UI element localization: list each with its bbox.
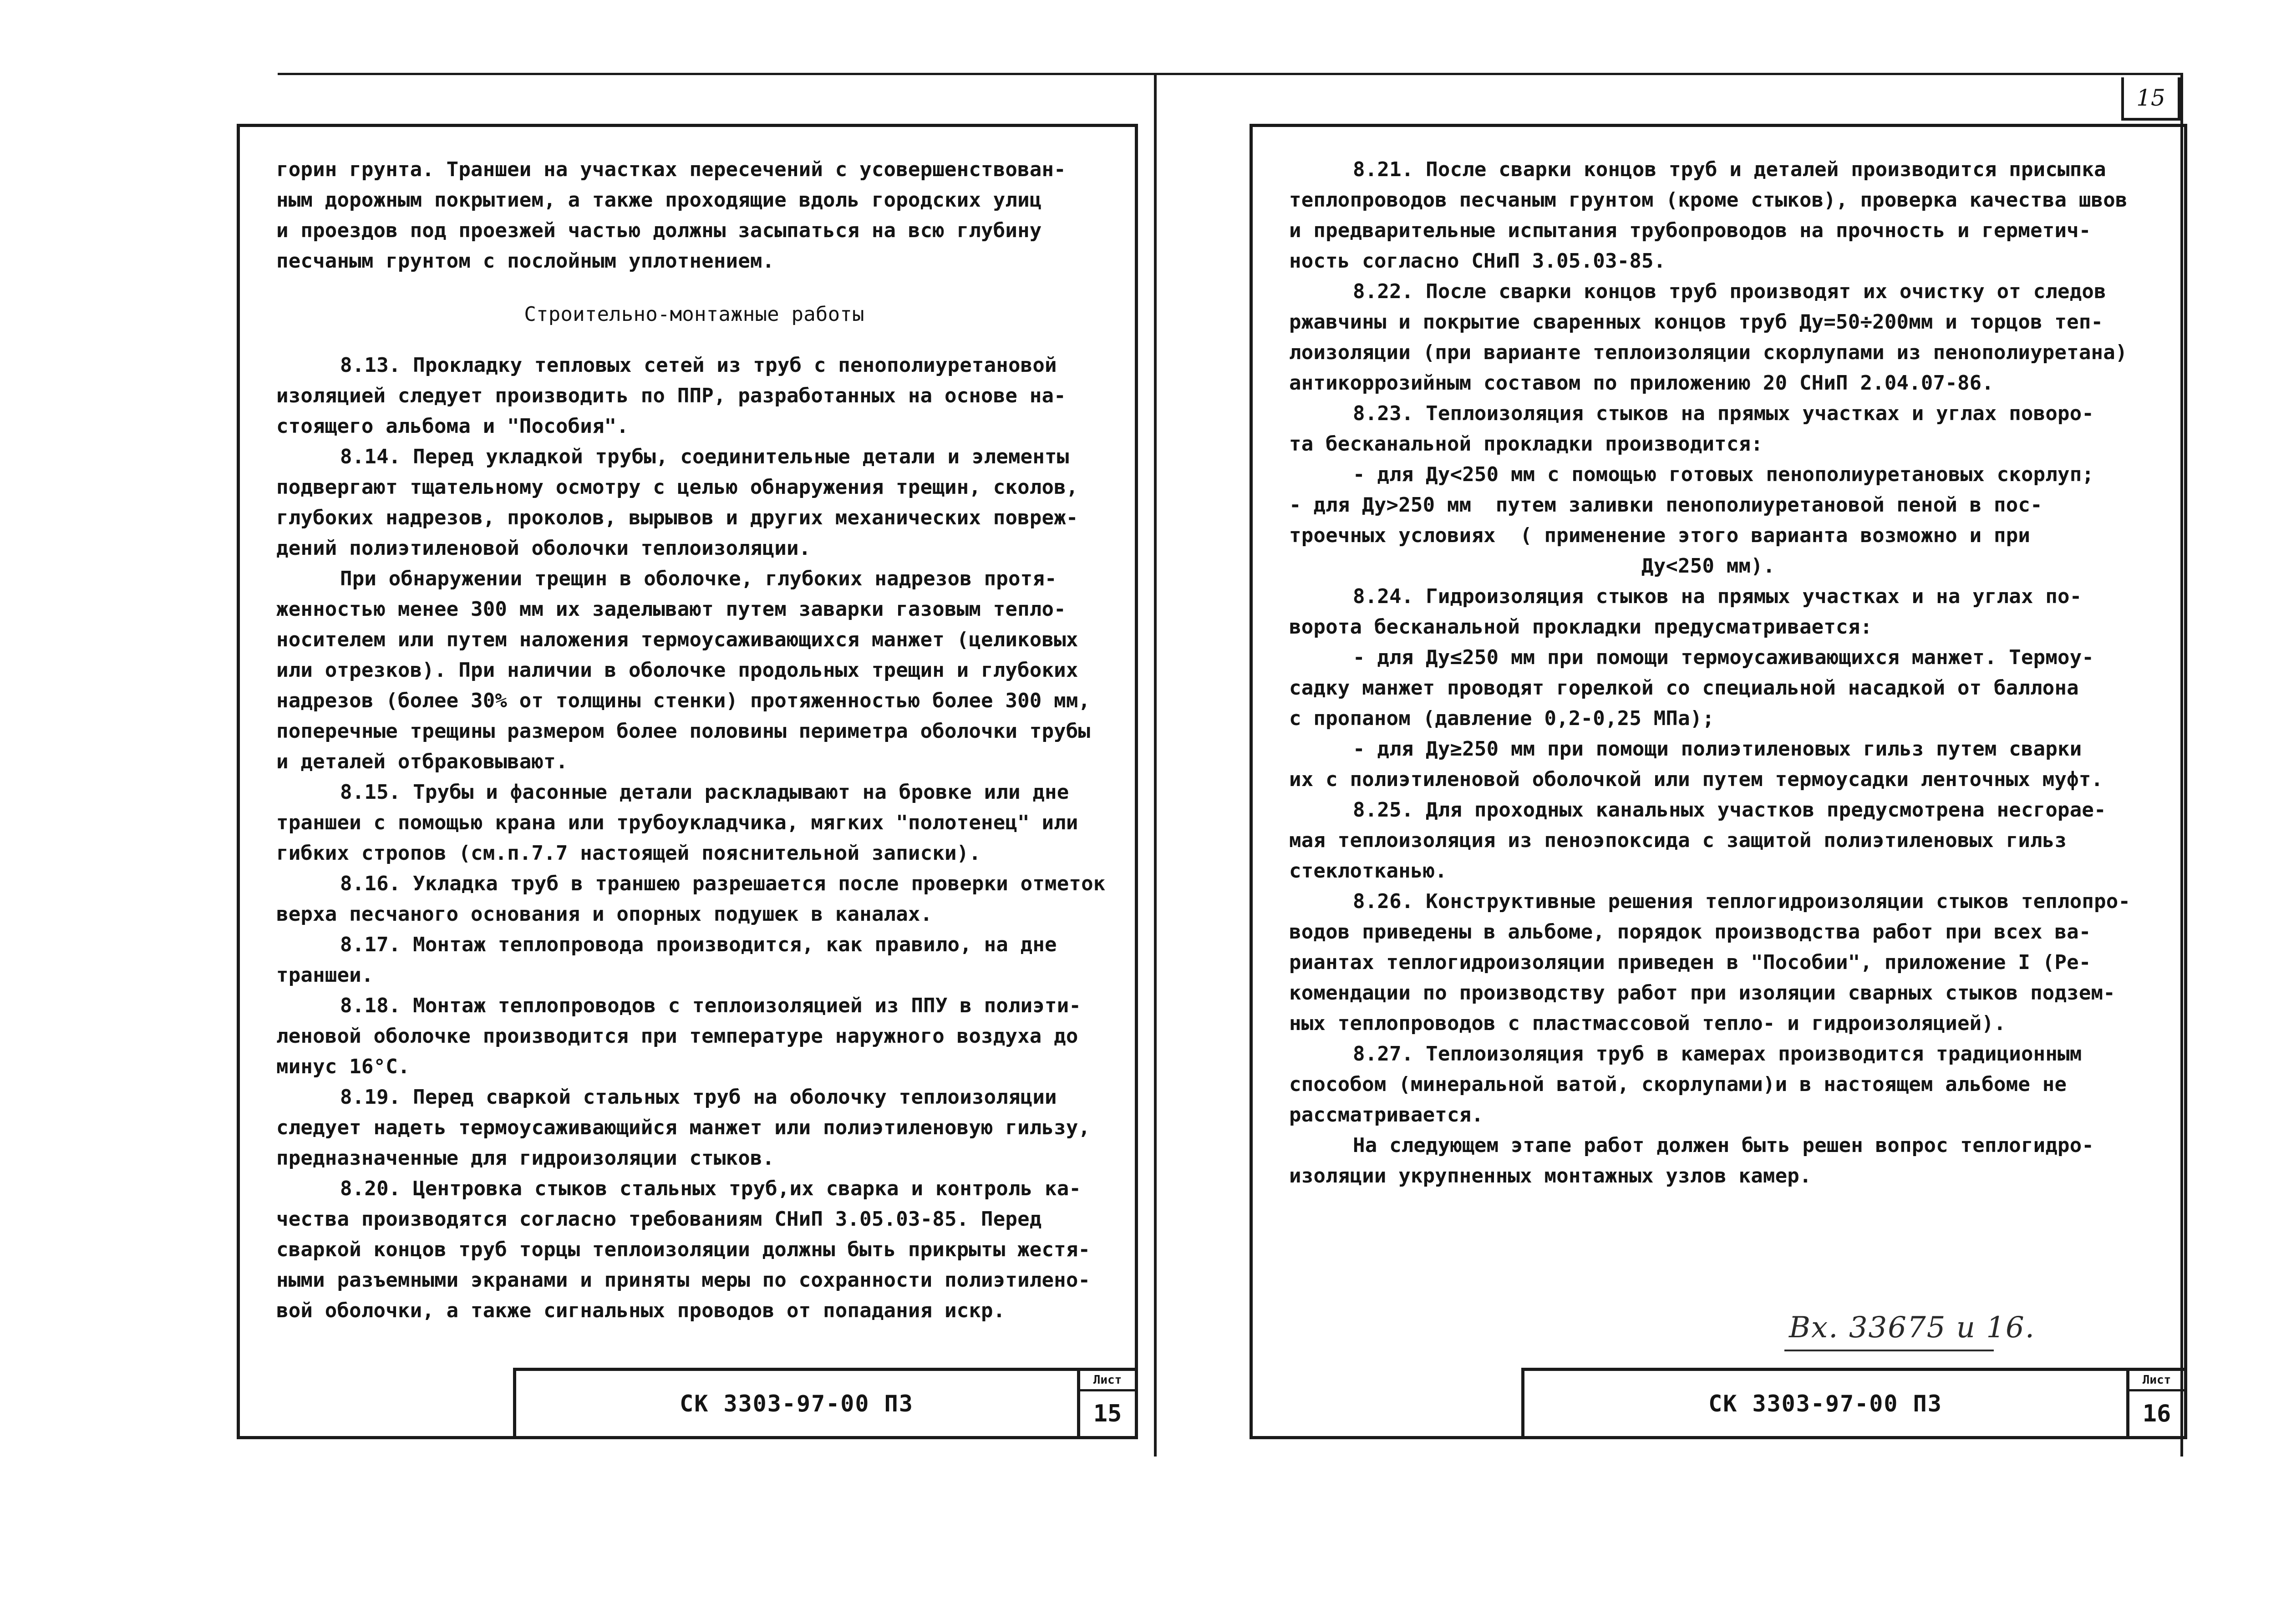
- left-title-block: [513, 1368, 1135, 1436]
- paragraph: 8.13. Прокладку тепловых сетей из труб с пенополиуретановой изоляцией следует производить по ППР, разработанных на основе на- стоящего альбома и "Пособия".: [276, 354, 1066, 438]
- left-sheet-cell: [1077, 1371, 1135, 1436]
- left-document-code: СК 3303-97-00 ПЗ: [680, 1390, 914, 1417]
- paragraph: 8.17. Монтаж теплопровода производится, как правило, на дне траншеи.: [276, 933, 1057, 987]
- right-title-block: [1521, 1368, 2184, 1436]
- paragraph: 8.19. Перед сваркой стальных труб на оболочку теплоизоляции следует надеть термоусаживающийся манжет или полиэтиленовую гильзу, предназначенные для гидроизоляции стыков.: [276, 1086, 1091, 1170]
- paragraph: 8.16. Укладка труб в траншею разрешается после проверки отметок верха песчаного основания и опорных подушек в каналах.: [276, 872, 1106, 926]
- paragraph: При обнаружении трещин в оболочке, глубоких надрезов протя- женностью менее 300 мм их заделывают путем заварки газовым тепло- носителем или путем наложения термоусаживающихся манжет (целиковых или отрезков). При наличии в оболочке продольных трещин и глубоких надрезов (более 30% от толщины стенки) протяженностью более 300 мм, поперечные трещины размером более половины периметра оболочки трубы и деталей отбраковывают.: [276, 567, 1091, 773]
- paragraph: 8.20. Центровка стыков стальных труб,их сварка и контроль ка- чества производятся согласно требованиям СНиП 3.05.03-85. Перед сваркой концов труб торцы теплоизоляции должны быть прикрыты жестя- ными разъемными экранами и приняты меры по сохранности полиэтилено- вой оболочки, а также сигнальных проводов от попадания искр.: [276, 1177, 1091, 1322]
- paragraph: На следующем этапе работ должен быть решен вопрос теплогидро- изоляции укрупненных монтажных узлов камер.: [1289, 1134, 2094, 1188]
- paragraph: 8.14. Перед укладкой трубы, соединительные детали и элементы подвергают тщательному осмотру с целью обнаружения трещин, сколов, глубоких надрезов, проколов, вырывов и других механических повреж- дений полиэтиленовой оболочки теплоизоляции.: [276, 445, 1078, 560]
- handwritten-underline: [1784, 1350, 1994, 1351]
- handwritten-note: Вх. 33675 и 16.: [1789, 1311, 2036, 1345]
- left-page: [237, 124, 1138, 1439]
- paragraph: 8.21. После сварки концов труб и деталей производится присыпка теплопроводов песчаным грунтом (кроме стыков), проверка качества швов и предварительные испытания трубопроводов на прочность и герметич- ность согласно СНиП 3.05.03-85.: [1289, 158, 2128, 273]
- paragraph: 8.26. Конструктивные решения теплогидроизоляции стыков теплопро- водов приведены в альбоме, порядок производства работ при всех ва- риантах теплогидроизоляции приведен в "Пособии", приложение I (Ре- комендации по производству работ при изоляции сварных стыков подзем- ных теплопроводов с пластмассовой тепло- и гидроизоляцией).: [1289, 890, 2131, 1035]
- left-sheet-label: Лист: [1080, 1371, 1135, 1391]
- paragraph: 8.27. Теплоизоляция труб в камерах производится традиционным способом (минеральной ватой, скорлупами)и в настоящем альбоме не рассматривается.: [1289, 1042, 2082, 1127]
- right-document-code: СК 3303-97-00 ПЗ: [1708, 1390, 1942, 1417]
- corner-page-number: 15: [2121, 77, 2180, 121]
- paragraph: 8.18. Монтаж теплопроводов с теплоизоляцией из ППУ в полиэти- леновой оболочке производится при температуре наружного воздуха до минус 16°С.: [276, 994, 1082, 1078]
- section-heading: Строительно-монтажные работы: [524, 303, 864, 326]
- left-page-text: [276, 154, 1112, 1326]
- right-page: [1250, 124, 2187, 1439]
- paragraph: 8.15. Трубы и фасонные детали раскладывают на бровке или дне траншеи с помощью крана или трубоукладчика, мягких "полотенец" или гибких стропов (см.п.7.7 настоящей пояснительной записки).: [276, 781, 1078, 865]
- paragraph: 8.23. Теплоизоляция стыков на прямых участках и углах поворо- та бесканальной прокладки производится:: [1289, 402, 2094, 456]
- paragraph: 8.22. После сварки концов труб производят их очистку от следов ржавчины и покрытие сваренных концов труб Ду=50÷200мм и торцов теп- лоизоляции (при варианте теплоизоляции скорлупами из пенополиуретана) антикоррозийным составом по приложению 20 СНиП 2.04.07-86.: [1289, 280, 2128, 395]
- paragraph: - для Ду≤250 мм при помощи термоусаживающихся манжет. Термоу- садку манжет проводят горелкой со специальной насадкой от баллона с пропаном (давление 0,2-0,25 МПа);: [1289, 646, 2094, 730]
- right-page-text: [1289, 154, 2161, 1191]
- right-sheet-cell: [2126, 1371, 2184, 1436]
- paragraph: горин грунта. Траншеи на участках пересечений с усовершенствован- ным дорожным покрытием, а также проходящие вдоль городских улиц и проездов под проезжей частью должны засыпаться на всю глубину песчаным грунтом с послойным уплотнением.: [276, 158, 1066, 273]
- top-rule: [278, 73, 2180, 75]
- paragraph: - для Ду≥250 мм при помощи полиэтиленовых гильз путем сварки их с полиэтиленовой оболочкой или путем термоусадки ленточных муфт.: [1289, 737, 2103, 791]
- right-sheet-number: 16: [2142, 1400, 2171, 1427]
- left-sheet-number: 15: [1093, 1400, 1122, 1427]
- right-sheet-label: Лист: [2129, 1371, 2184, 1391]
- paragraph: - для Ду<250 мм с помощью готовых пенополиуретановых скорлуп; - для Ду>250 мм путем заливки пенополиуретановой пеной в пос- троечных условиях ( применение этого варианта возможно и при Ду<250 мм).: [1289, 463, 2094, 578]
- paragraph: 8.25. Для проходных канальных участков предусмотрена несгорае- мая теплоизоляция из пеноэпоксида с защитой полиэтиленовых гильз стеклотканью.: [1289, 798, 2106, 883]
- paragraph: 8.24. Гидроизоляция стыков на прямых участках и на углах по- ворота бесканальной прокладки предусматривается:: [1289, 585, 2082, 639]
- center-fold-line: [1154, 73, 1157, 1457]
